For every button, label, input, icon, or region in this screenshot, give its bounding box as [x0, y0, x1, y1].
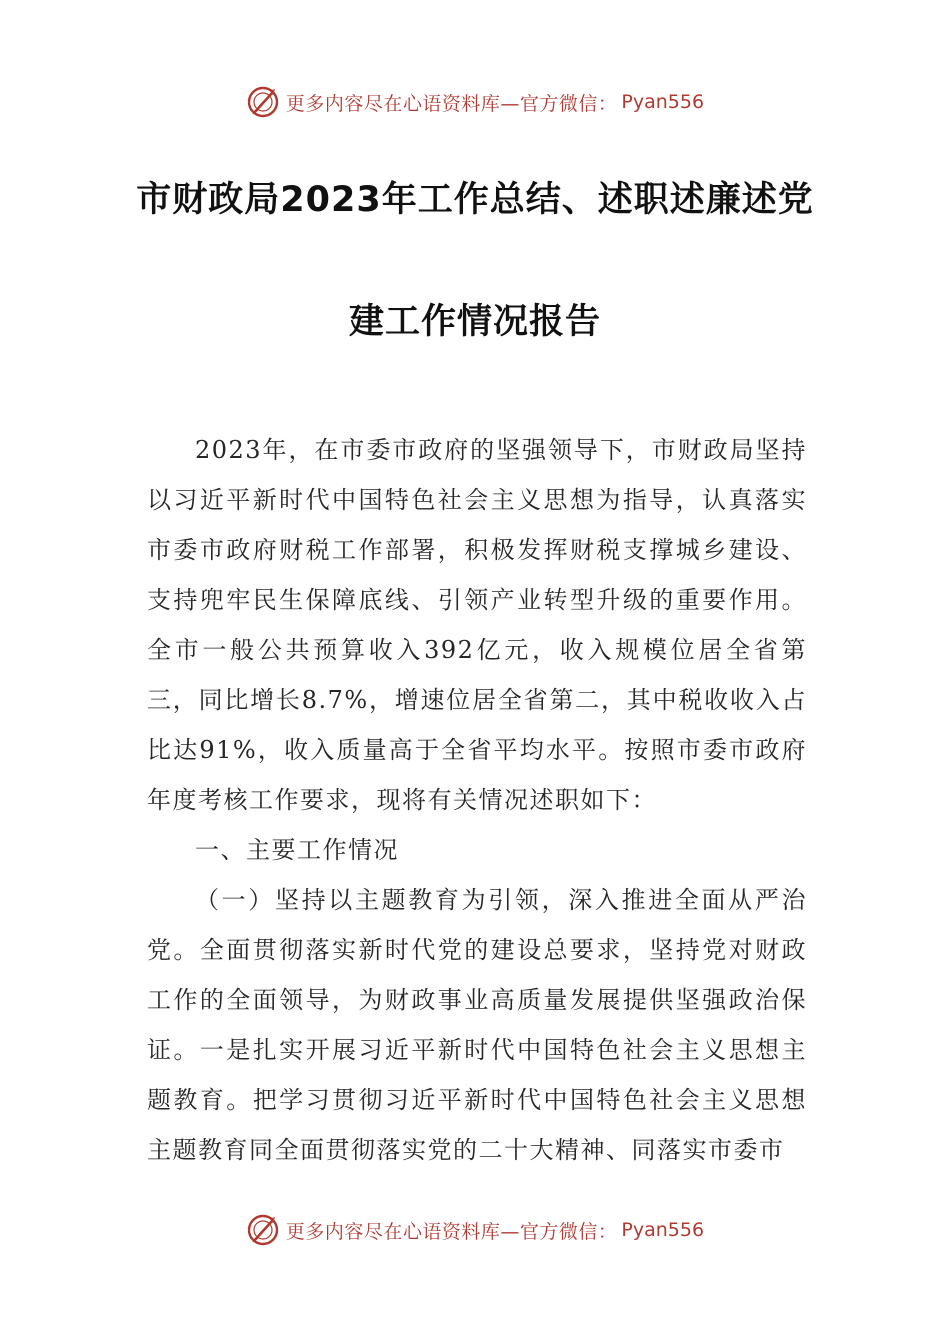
watermark-handle: Pyan556 [621, 1219, 705, 1241]
document-title-line-2: 建工作情况报告 [348, 302, 601, 342]
watermark-handle: Pyan556 [621, 91, 705, 113]
watermark-text: 更多内容尽在心语资料库—官方微信： [285, 92, 618, 115]
watermark-header [0, 82, 950, 122]
document-title-line-1: 市财政局2023年工作总结、述职述廉述党 [136, 180, 814, 220]
paragraph-section-1: （一）坚持以主题教育为引领，深入推进全面从严治党。全面贯彻落实新时代党的建设总要求，坚持党对财政工作的全面领导，为财政事业高质量发展提供坚强政治保证。一是扎实开展习近平新时代中国特色社会主义思想主题教育。把学习贯彻习近平新时代中国特色社会主义思想主题教育同全面贯彻落实党的二十大精神、同落实市委市 [147, 886, 807, 1164]
watermark-footer [0, 1210, 950, 1250]
watermark-text: 更多内容尽在心语资料库—官方微信： [285, 1220, 618, 1243]
section-heading: 一、主要工作情况 [195, 836, 399, 864]
paragraph-intro: 2023年，在市委市政府的坚强领导下，市财政局坚持以习近平新时代中国特色社会主义思想为指导，认真落实市委市政府财税工作部署，积极发挥财税支撑城乡建设、支持兜牢民生保障底线、引领产业转型升级的重要作用。全市一般公共预算收入392亿元，收入规模位居全省第三，同比增长8.7%，增速位居全省第二，其中税收收入占比达91%，收入质量高于全省平均水平。按照市委市政府年度考核工作要求，现将有关情况述职如下： [147, 436, 807, 814]
quill-seal-icon [246, 1213, 280, 1247]
quill-seal-icon [246, 85, 280, 119]
document-body [147, 425, 807, 1175]
